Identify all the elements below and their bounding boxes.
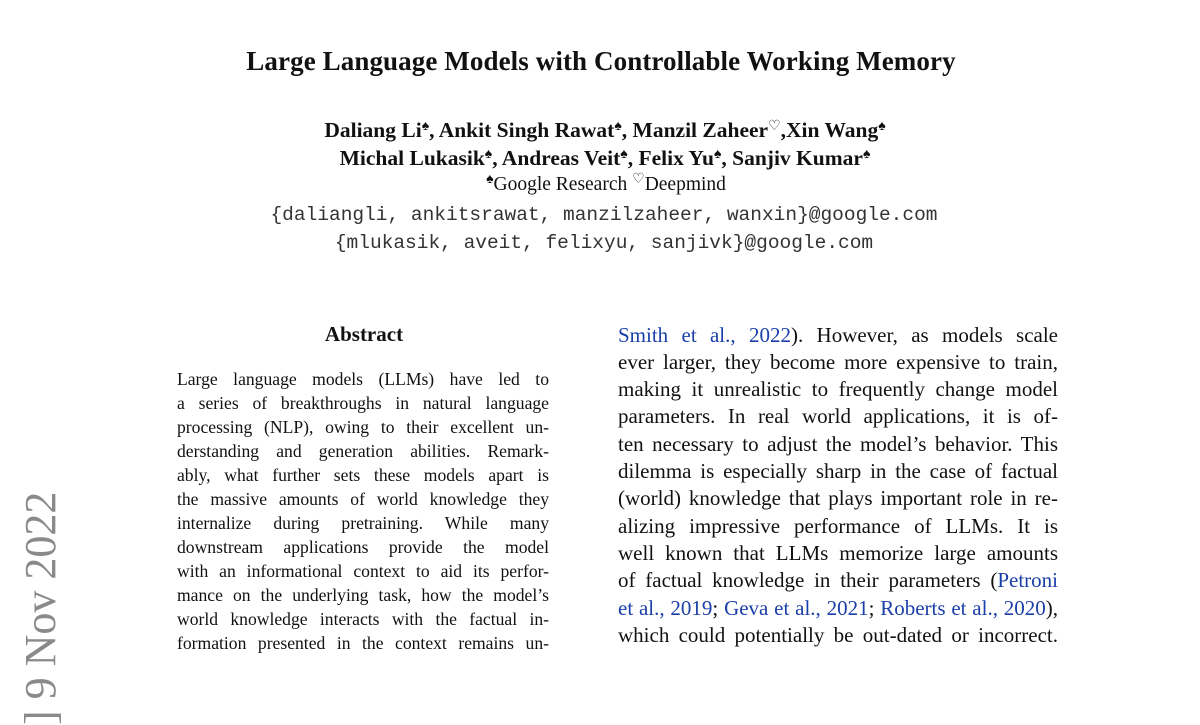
body-line: dilemma is especially sharp in the case of factual — [618, 459, 1058, 483]
abstract-line: Large language models (LLMs) have led to — [177, 369, 549, 389]
body-line: well known that LLMs memorize large amounts — [618, 541, 1058, 565]
affiliation-mark: ♡ — [768, 119, 781, 134]
affiliation-mark: ♠ — [878, 119, 886, 134]
abstract-line: formation presented in the context remains un- — [177, 633, 549, 653]
affiliations — [0, 174, 1200, 196]
author-name: Manzil Zaheer — [632, 118, 769, 142]
body-text: ). However, as models scale — [790, 323, 1058, 347]
affiliation-mark: ♠ — [421, 119, 430, 134]
body-line — [618, 595, 1058, 622]
body-line: parameters. In real world applications, it is of- — [618, 404, 1058, 428]
affiliation-mark: ♠ — [620, 147, 628, 162]
author-name: Andreas Veit — [501, 146, 621, 170]
author-name: Ankit Singh Rawat — [438, 118, 615, 142]
author-name: Daliang Li — [324, 118, 422, 142]
separator: , — [429, 118, 439, 142]
affiliation-mark: ♠ — [713, 147, 722, 162]
separator: ; — [868, 596, 881, 620]
affiliation-mark: ♠ — [484, 147, 493, 162]
affiliation-mark: ♠ — [862, 147, 871, 162]
separator: , — [492, 146, 502, 170]
abstract-line: mance on the underlying task, how the model’s — [177, 585, 549, 605]
abstract-line: a series of breakthroughs in natural language — [177, 393, 549, 413]
body-line: which could potentially be out-dated or incorrect. — [618, 623, 1058, 647]
affiliation-google-research: Google Research — [493, 174, 633, 195]
citation-link[interactable]: Petroni — [997, 568, 1058, 592]
email-line-1: {daliangli, ankitsrawat, manzilzaheer, wanxin}@google.com — [270, 204, 938, 226]
body-line — [618, 567, 1058, 594]
abstract-line: with an informational context to aid its perfor- — [177, 561, 549, 581]
abstract-line: processing (NLP), owing to their excellent un- — [177, 417, 549, 437]
author-name: Felix Yu — [638, 146, 714, 170]
affiliation-mark: ♠ — [486, 172, 494, 187]
citation-link[interactable]: Smith et al., 2022 — [618, 323, 791, 347]
author-name: Michal Lukasik — [339, 146, 485, 170]
citation-link[interactable]: Roberts et al., 2020 — [880, 596, 1046, 620]
abstract-line: world knowledge interacts with the factual in- — [177, 609, 549, 629]
body-line — [618, 322, 1058, 349]
body-line: ten necessary to adjust the model’s behavior. This — [618, 432, 1058, 456]
author-name: Sanjiv Kumar — [732, 146, 863, 170]
separator: , — [621, 118, 633, 142]
separator: ; — [712, 596, 725, 620]
author-list-line-2 — [0, 144, 1200, 176]
separator: ), — [1045, 596, 1059, 620]
body-line: making it unrealistic to frequently change model — [618, 377, 1058, 401]
citation-link[interactable]: Geva et al., 2021 — [724, 596, 869, 620]
affiliation-mark: ♠ — [614, 119, 622, 134]
abstract-line: downstream applications provide the model — [177, 537, 549, 557]
separator: , — [627, 146, 639, 170]
abstract-heading: Abstract — [324, 322, 404, 346]
body-line: alizing impressive performance of LLMs. It is — [618, 514, 1058, 538]
affiliation-deepmind: Deepmind — [644, 174, 726, 195]
abstract-line: ably, what further sets these models apart is — [177, 465, 549, 485]
body-text: of factual knowledge in their parameters ( — [618, 568, 998, 592]
citation-link[interactable]: et al., 2019 — [618, 596, 713, 620]
arxiv-stamp: ] 9 Nov 2022 — [16, 491, 65, 725]
abstract-line: derstanding and generation abilities. Remark- — [177, 441, 549, 461]
abstract-line: internalize during pretraining. While many — [177, 513, 549, 533]
separator: , — [721, 146, 733, 170]
email-line-2: {mlukasik, aveit, felixyu, sanjivk}@google.com — [334, 232, 874, 254]
body-line: ever larger, they become more expensive to train, — [618, 350, 1058, 374]
paper-title: Large Language Models with Controllable Working Memory — [246, 46, 956, 76]
separator: , — [780, 118, 787, 142]
affiliation-mark: ♡ — [632, 172, 645, 187]
author-name: Xin Wang — [786, 118, 879, 142]
body-line: (world) knowledge that plays important role in re- — [618, 486, 1058, 510]
abstract-line: the massive amounts of world knowledge they — [177, 489, 549, 509]
